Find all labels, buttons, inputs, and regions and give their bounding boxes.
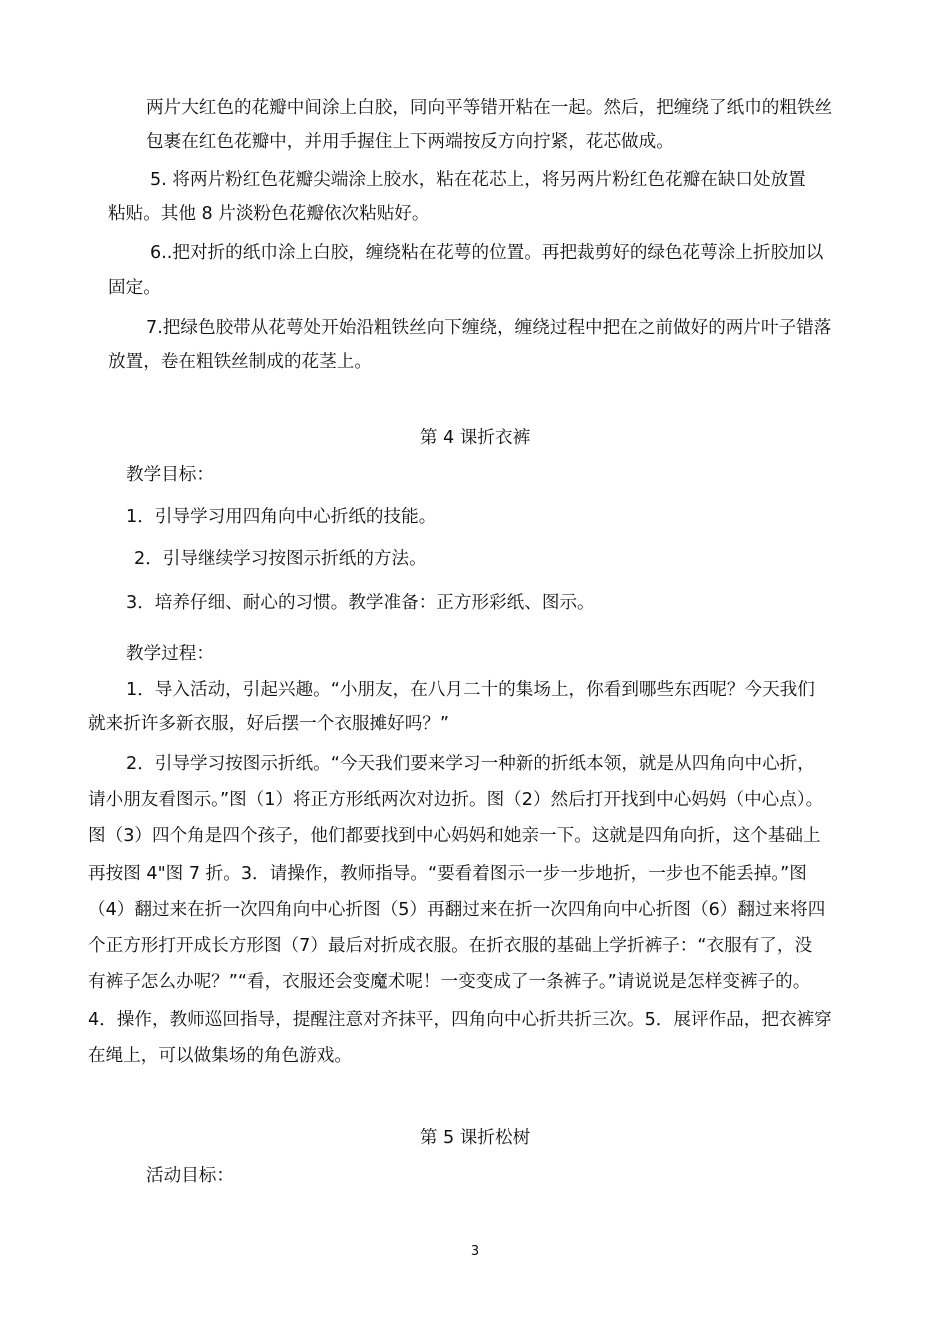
- process-line: （4）翻过来在折一次四角向中心折图（5）再翻过来在折一次四角向中心折图（6）翻过来将四: [88, 900, 826, 920]
- text-line: 粘贴。其他 8 片淡粉色花瓣依次粘贴好。: [108, 204, 430, 224]
- text-line: 固定。: [108, 278, 161, 298]
- process-line: 个正方形打开成长方形图（7）最后对折成衣服。在折衣服的基础上学折裤子：“衣服有了，没: [88, 936, 813, 956]
- text-line: 包裹在红色花瓣中，并用手握住上下两端按反方向拧紧，花芯做成。: [146, 132, 674, 152]
- page-number: 3: [470, 1244, 480, 1259]
- process-line: 1．导入活动，引起兴趣。“小朋友，在八月二十的集场上，你看到哪些东西呢？今天我们: [126, 680, 815, 700]
- process-line: 2．引导学习按图示折纸。“今天我们要来学习一种新的折纸本领，就是从四角向中心折，: [126, 754, 815, 774]
- process-line: 请小朋友看图示。”图（1）将正方形纸两次对边折。图（2）然后打开找到中心妈妈（中心点）。: [88, 790, 824, 810]
- process-line: 有裤子怎么办呢？”“看，衣服还会变魔术呢！一变变成了一条裤子。”请说说是怎样变裤子的。: [88, 972, 811, 992]
- process-line: 再按图 4"图 7 折。3．请操作，教师指导。“要看着图示一步一步地折，一步也不能丢掉。”图: [88, 864, 807, 884]
- process-line: 就来折许多新衣服，好后摆一个衣服摊好吗？”: [88, 714, 449, 734]
- section-title: 第 4 课折衣裤: [419, 428, 531, 448]
- text-line: 两片大红色的花瓣中间涂上白胶，同向平等错开粘在一起。然后，把缠绕了纸巾的粗铁丝: [146, 98, 833, 118]
- section-title: 第 5 课折松树: [419, 1128, 531, 1148]
- process-line: 4．操作，教师巡回指导，提醒注意对齐抹平，四角向中心折共折三次。5．展评作品，把衣裤穿: [88, 1010, 832, 1030]
- goals-heading: 教学目标：: [126, 465, 214, 485]
- text-line: 6..把对折的纸巾涂上白胶，缠绕粘在花萼的位置。再把裁剪好的绿色花萼涂上折胶加以: [150, 243, 824, 263]
- process-heading: 教学过程：: [126, 644, 214, 664]
- text-line: 放置，卷在粗铁丝制成的花茎上。: [108, 352, 372, 372]
- goal-item: 1．引导学习用四角向中心折纸的技能。: [126, 507, 437, 527]
- process-line: 在绳上，可以做集场的角色游戏。: [88, 1046, 352, 1066]
- goals-heading: 活动目标：: [146, 1166, 234, 1186]
- process-line: 图（3）四个角是四个孩子，他们都要找到中心妈妈和她亲一下。这就是四角向折，这个基础上: [88, 826, 821, 846]
- goal-item: 3．培养仔细、耐心的习惯。教学准备：正方形彩纸、图示。: [126, 593, 595, 613]
- text-line: 7.把绿色胶带从花萼处开始沿粗铁丝向下缠绕，缠绕过程中把在之前做好的两片叶子错落: [146, 318, 832, 338]
- goal-item: 2．引导继续学习按图示折纸的方法。: [134, 549, 427, 569]
- text-line: 5. 将两片粉红色花瓣尖端涂上胶水，粘在花芯上，将另两片粉红色花瓣在缺口处放置: [150, 170, 806, 190]
